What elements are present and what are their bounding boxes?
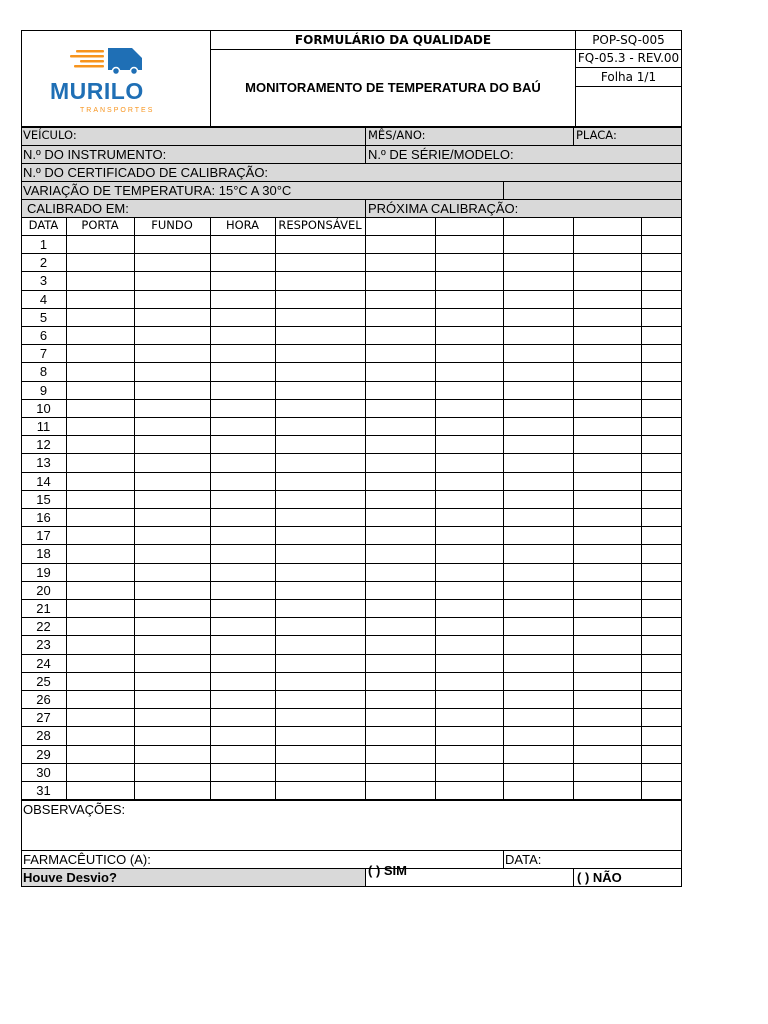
row-deviation-divider-2 [573,868,574,887]
doc-code: POP-SQ-005 [592,33,665,47]
row-deviation-divider-1 [365,868,366,887]
day-number: 19 [36,564,51,580]
day-number: 31 [36,783,51,798]
logo-tagline: TRANSPORTES [80,107,155,114]
row-calibration-divider [365,199,366,218]
vehicle-label: VEÍCULO: [23,128,77,142]
day-number: 20 [36,582,51,598]
day-number: 21 [36,601,51,616]
form-title: FORMULÁRIO DA QUALIDADE [294,33,492,47]
month-year-label: MÊS/ANO: [368,128,426,142]
table-row [21,453,682,471]
table-row [21,326,682,344]
deviation-yes-option[interactable]: ( ) SIM [368,863,407,878]
col-header-date: DATA [28,218,59,232]
table-row [21,581,682,599]
observations-label: OBSERVAÇÕES: [23,802,126,817]
table-row [21,472,682,490]
day-number: 28 [36,728,51,744]
serial-label: N.º DE SÉRIE/MODELO: [368,147,514,162]
row-temperature-divider [503,181,504,200]
table-row [21,672,682,690]
day-number: 29 [36,746,51,762]
row-vehicle-divider-1 [365,127,366,146]
table-row [21,544,682,562]
day-number: 26 [36,692,51,707]
table-row [21,290,682,308]
day-number: 23 [36,637,51,653]
pharmacist-label: FARMACÊUTICO (A): [23,852,151,867]
row-pharmacist-divider [503,850,504,869]
table-row [21,417,682,435]
table-row [21,635,682,653]
temperature-range-label: VARIAÇÃO DE TEMPERATURA: 15°C A 30°C [23,183,292,198]
col-header-responsible: RESPONSÁVEL [278,218,362,232]
day-number: 25 [36,673,51,689]
company-logo [46,44,176,116]
table-row [21,763,682,781]
table-row [21,781,682,799]
table-row [21,508,682,526]
plate-label: PLACA: [576,128,617,142]
table-row [21,362,682,380]
day-number: 3 [39,273,48,289]
day-number: 22 [36,619,51,635]
table-row [21,308,682,326]
day-number: 6 [39,328,48,343]
day-number: 16 [36,510,51,525]
col-header-door: PORTA [81,218,119,232]
date-label: DATA: [505,852,542,867]
day-number: 9 [39,382,48,398]
table-row [21,654,682,672]
day-number: 12 [36,437,51,453]
code-divider-1 [575,49,682,50]
day-number: 30 [36,764,51,780]
table-row [21,617,682,635]
table-row [21,271,682,289]
row-vehicle-divider-2 [573,127,574,146]
row-instrument-divider [365,145,366,164]
col-header-time: HORA [225,218,260,232]
table-row [21,435,682,453]
code-divider-2 [575,67,682,68]
day-number: 11 [36,419,51,434]
day-number: 24 [36,655,51,671]
deviation-no-option[interactable]: ( ) NÃO [577,870,622,885]
main-title: MONITORAMENTO DE TEMPERATURA DO BAÚ [245,80,541,95]
table-row [21,526,682,544]
table-row [21,563,682,581]
day-number: 2 [39,255,48,271]
day-number: 1 [39,237,48,252]
table-row [21,399,682,417]
table-row [21,690,682,708]
day-number: 4 [39,291,48,307]
instrument-label: N.º DO INSTRUMENTO: [23,147,167,162]
day-number: 10 [36,400,51,416]
day-number: 17 [36,528,51,544]
calibrated-label: CALIBRADO EM: [27,201,129,216]
table-row [21,253,682,271]
table-row [21,745,682,763]
table-row [21,381,682,399]
title-divider [210,49,576,50]
deviation-label: Houve Desvio? [23,870,117,885]
doc-sheet: Folha 1/1 [600,70,657,84]
table-row [21,344,682,362]
logo-name: MURILO [50,78,144,104]
table-row [21,708,682,726]
day-number: 14 [36,473,51,489]
day-number: 7 [39,346,48,362]
doc-revision: FQ-05.3 - REV.00 [577,51,680,65]
day-number: 13 [36,455,51,471]
next-calibration-label: PRÓXIMA CALIBRAÇÃO: [368,201,519,216]
day-number: 8 [39,364,48,380]
table-row [21,726,682,744]
day-number: 5 [39,309,48,325]
code-divider-3 [575,86,682,87]
certificate-label: N.º DO CERTIFICADO DE CALIBRAÇÃO: [23,165,269,180]
day-number: 27 [36,710,51,726]
table-row [21,490,682,508]
table-row [21,235,682,253]
day-number: 18 [36,546,51,562]
truck-icon [46,44,176,80]
col-header-back: FUNDO [151,218,193,232]
table-row [21,599,682,617]
day-number: 15 [36,491,51,507]
